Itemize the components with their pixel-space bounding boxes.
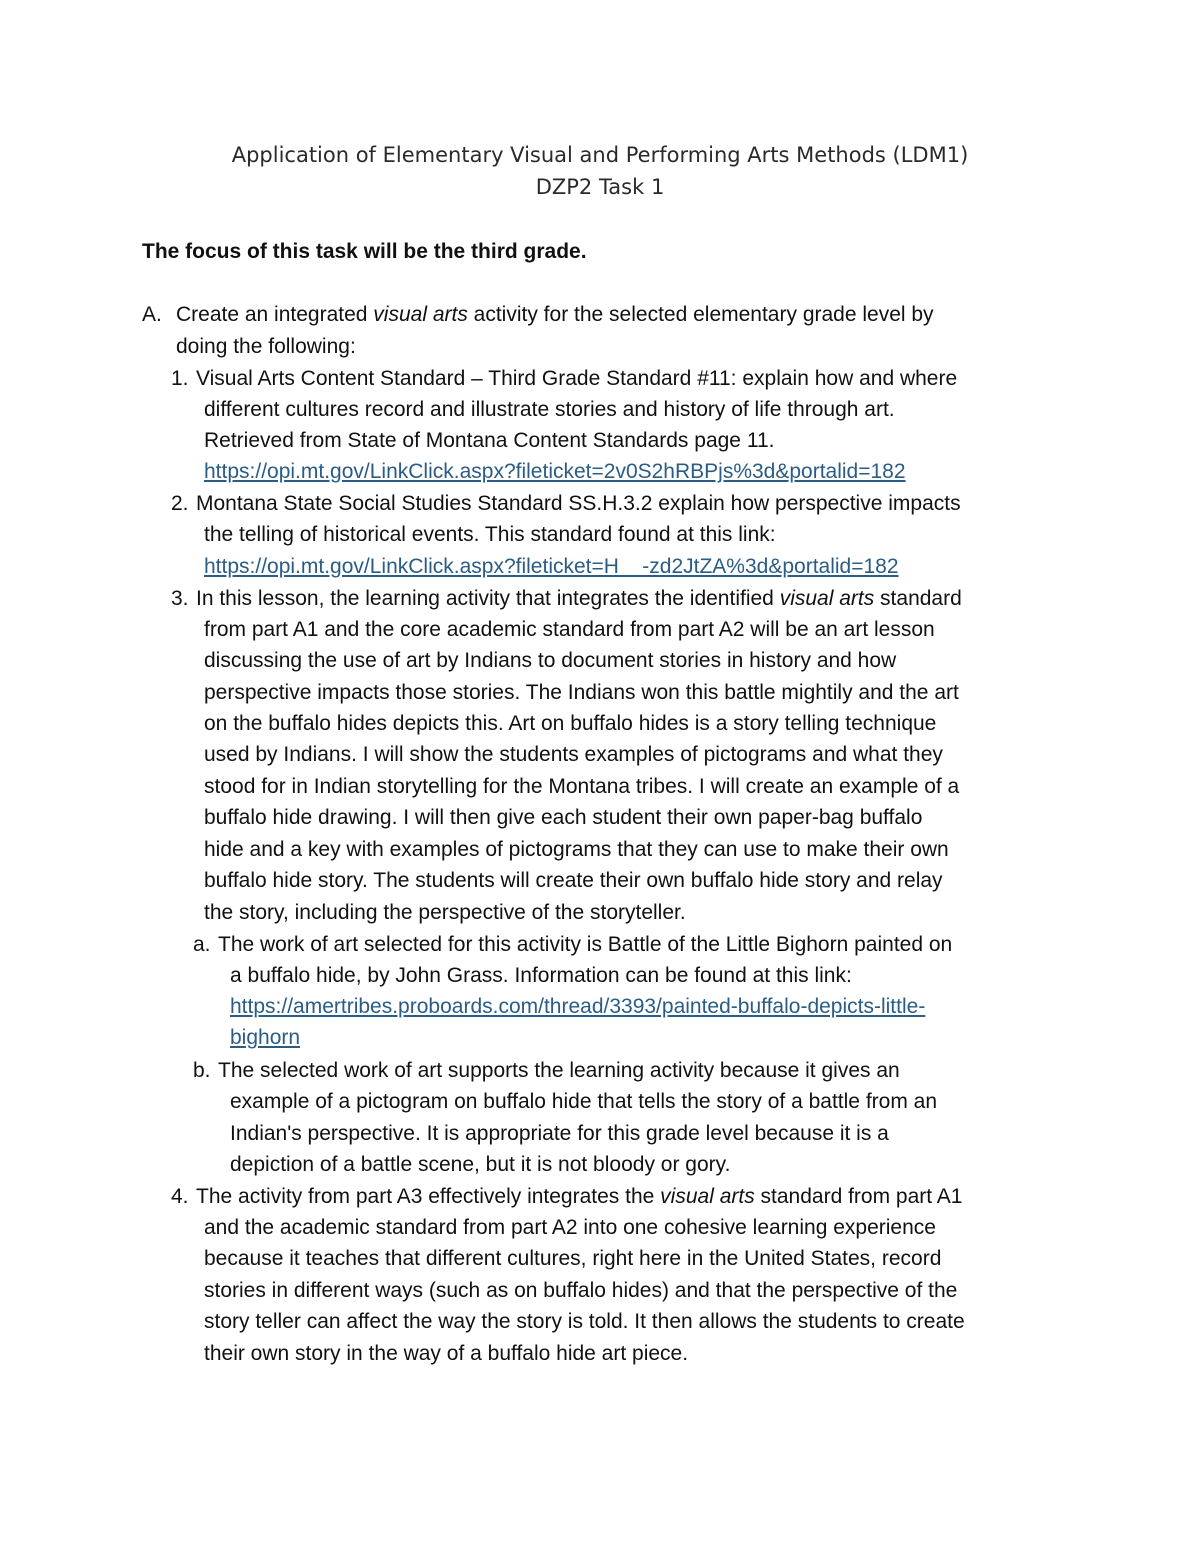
item-3a-line: The work of art selected for this activity is Battle of the Little Bighorn painted on (218, 933, 953, 956)
item-3-line: on the buffalo hides depicts this. Art on buffalo hides is a story telling technique (204, 712, 937, 735)
item-4-marker: 4. (171, 1185, 189, 1208)
item-3-line: used by Indians. I will show the students examples of pictograms and what they (204, 743, 943, 766)
item-4-line: their own story in the way of a buffalo hide art piece. (204, 1342, 689, 1365)
item-3a-link-line (230, 993, 925, 1021)
item-3a-marker: a. (193, 933, 211, 956)
item-3-line: the story, including the perspective of the storyteller. (204, 901, 686, 924)
item-3-line: from part A1 and the core academic standard from part A2 will be an art lesson (204, 618, 935, 641)
item-3-line: buffalo hide story. The students will create their own buffalo hide story and relay (204, 869, 943, 892)
item-3-line: stood for in Indian storytelling for the Montana tribes. I will create an example of a (204, 775, 960, 798)
section-a-marker: A. (142, 303, 162, 326)
item-3-marker: 3. (171, 587, 189, 610)
item-4-line: and the academic standard from part A2 into one cohesive learning experience (204, 1216, 936, 1239)
item-3-text-cont: standard (874, 587, 962, 610)
item-1-link-line (204, 458, 906, 486)
item-4-text-cont: standard from part A1 (754, 1185, 963, 1208)
item-3-text: In this lesson, the learning activity that integrates the identified (196, 587, 780, 610)
item-4-text: The activity from part A3 effectively integrates the (196, 1185, 661, 1208)
item-3b-marker: b. (193, 1059, 211, 1082)
item-2-link[interactable]: https://opi.mt.gov/LinkClick.aspx?fileticket=H__-zd2JtZA%3d&portalid=182 (204, 555, 899, 578)
item-3-line: buffalo hide drawing. I will then give each student their own paper-bag buffalo (204, 806, 923, 829)
item-3a-link[interactable]: https://amertribes.proboards.com/thread/3393/painted-buffalo-depicts-little- (230, 995, 926, 1018)
item-3b-line: depiction of a battle scene, but it is not bloody or gory. (230, 1153, 731, 1176)
item-1-line: different cultures record and illustrate stories and history of life through art. (204, 398, 895, 421)
focus-statement: The focus of this task will be the third grade. (142, 240, 587, 263)
section-a-text-cont: activity for the selected elementary grade level by (467, 303, 934, 326)
item-4-line-1 (196, 1183, 962, 1211)
section-a-line-1 (176, 301, 934, 329)
item-2-marker: 2. (171, 492, 189, 515)
item-1-link[interactable]: https://opi.mt.gov/LinkClick.aspx?fileticket=2v0S2hRBPjs%3d&portalid=182 (204, 460, 906, 483)
item-3-line: hide and a key with examples of pictograms that they can use to make their own (204, 838, 949, 861)
item-3-emphasis: visual arts (779, 587, 875, 610)
item-3b-line: example of a pictogram on buffalo hide that tells the story of a battle from an (230, 1090, 938, 1113)
item-4-line: story teller can affect the way the story is told. It then allows the students to create (204, 1310, 965, 1333)
item-3b-line: Indian's perspective. It is appropriate for this grade level because it is a (230, 1122, 889, 1145)
item-3a-link-line (230, 1024, 300, 1052)
section-a-line-2: doing the following: (176, 335, 356, 358)
item-3-line: perspective impacts those stories. The Indians won this battle mightily and the art (204, 681, 959, 704)
item-4-line: stories in different ways (such as on buffalo hides) and that the perspective of the (204, 1279, 958, 1302)
item-1-line: Retrieved from State of Montana Content Standards page 11. (204, 429, 775, 452)
document-subtitle: DZP2 Task 1 (535, 175, 665, 199)
item-4-emphasis: visual arts (660, 1185, 755, 1208)
item-3a-line: a buffalo hide, by John Grass. Information can be found at this link: (230, 964, 852, 987)
section-a-text: Create an integrated (176, 303, 374, 326)
item-3-line-1 (196, 585, 962, 613)
document-title: Application of Elementary Visual and Performing Arts Methods (LDM1) (231, 143, 969, 167)
item-2-line: the telling of historical events. This standard found at this link: (204, 523, 776, 546)
item-2-link-line (204, 553, 899, 581)
item-4-line: because it teaches that different cultures, right here in the United States, record (204, 1247, 942, 1270)
item-3a-link-cont[interactable]: bighorn (230, 1026, 301, 1049)
item-1-line: Visual Arts Content Standard – Third Grade Standard #11: explain how and where (196, 367, 958, 390)
item-1-marker: 1. (171, 367, 189, 390)
item-3b-line: The selected work of art supports the learning activity because it gives an (218, 1059, 900, 1082)
item-2-line: Montana State Social Studies Standard SS.H.3.2 explain how perspective impacts (196, 492, 961, 515)
item-3-line: discussing the use of art by Indians to document stories in history and how (204, 649, 897, 672)
section-a-emphasis: visual arts (373, 303, 468, 326)
